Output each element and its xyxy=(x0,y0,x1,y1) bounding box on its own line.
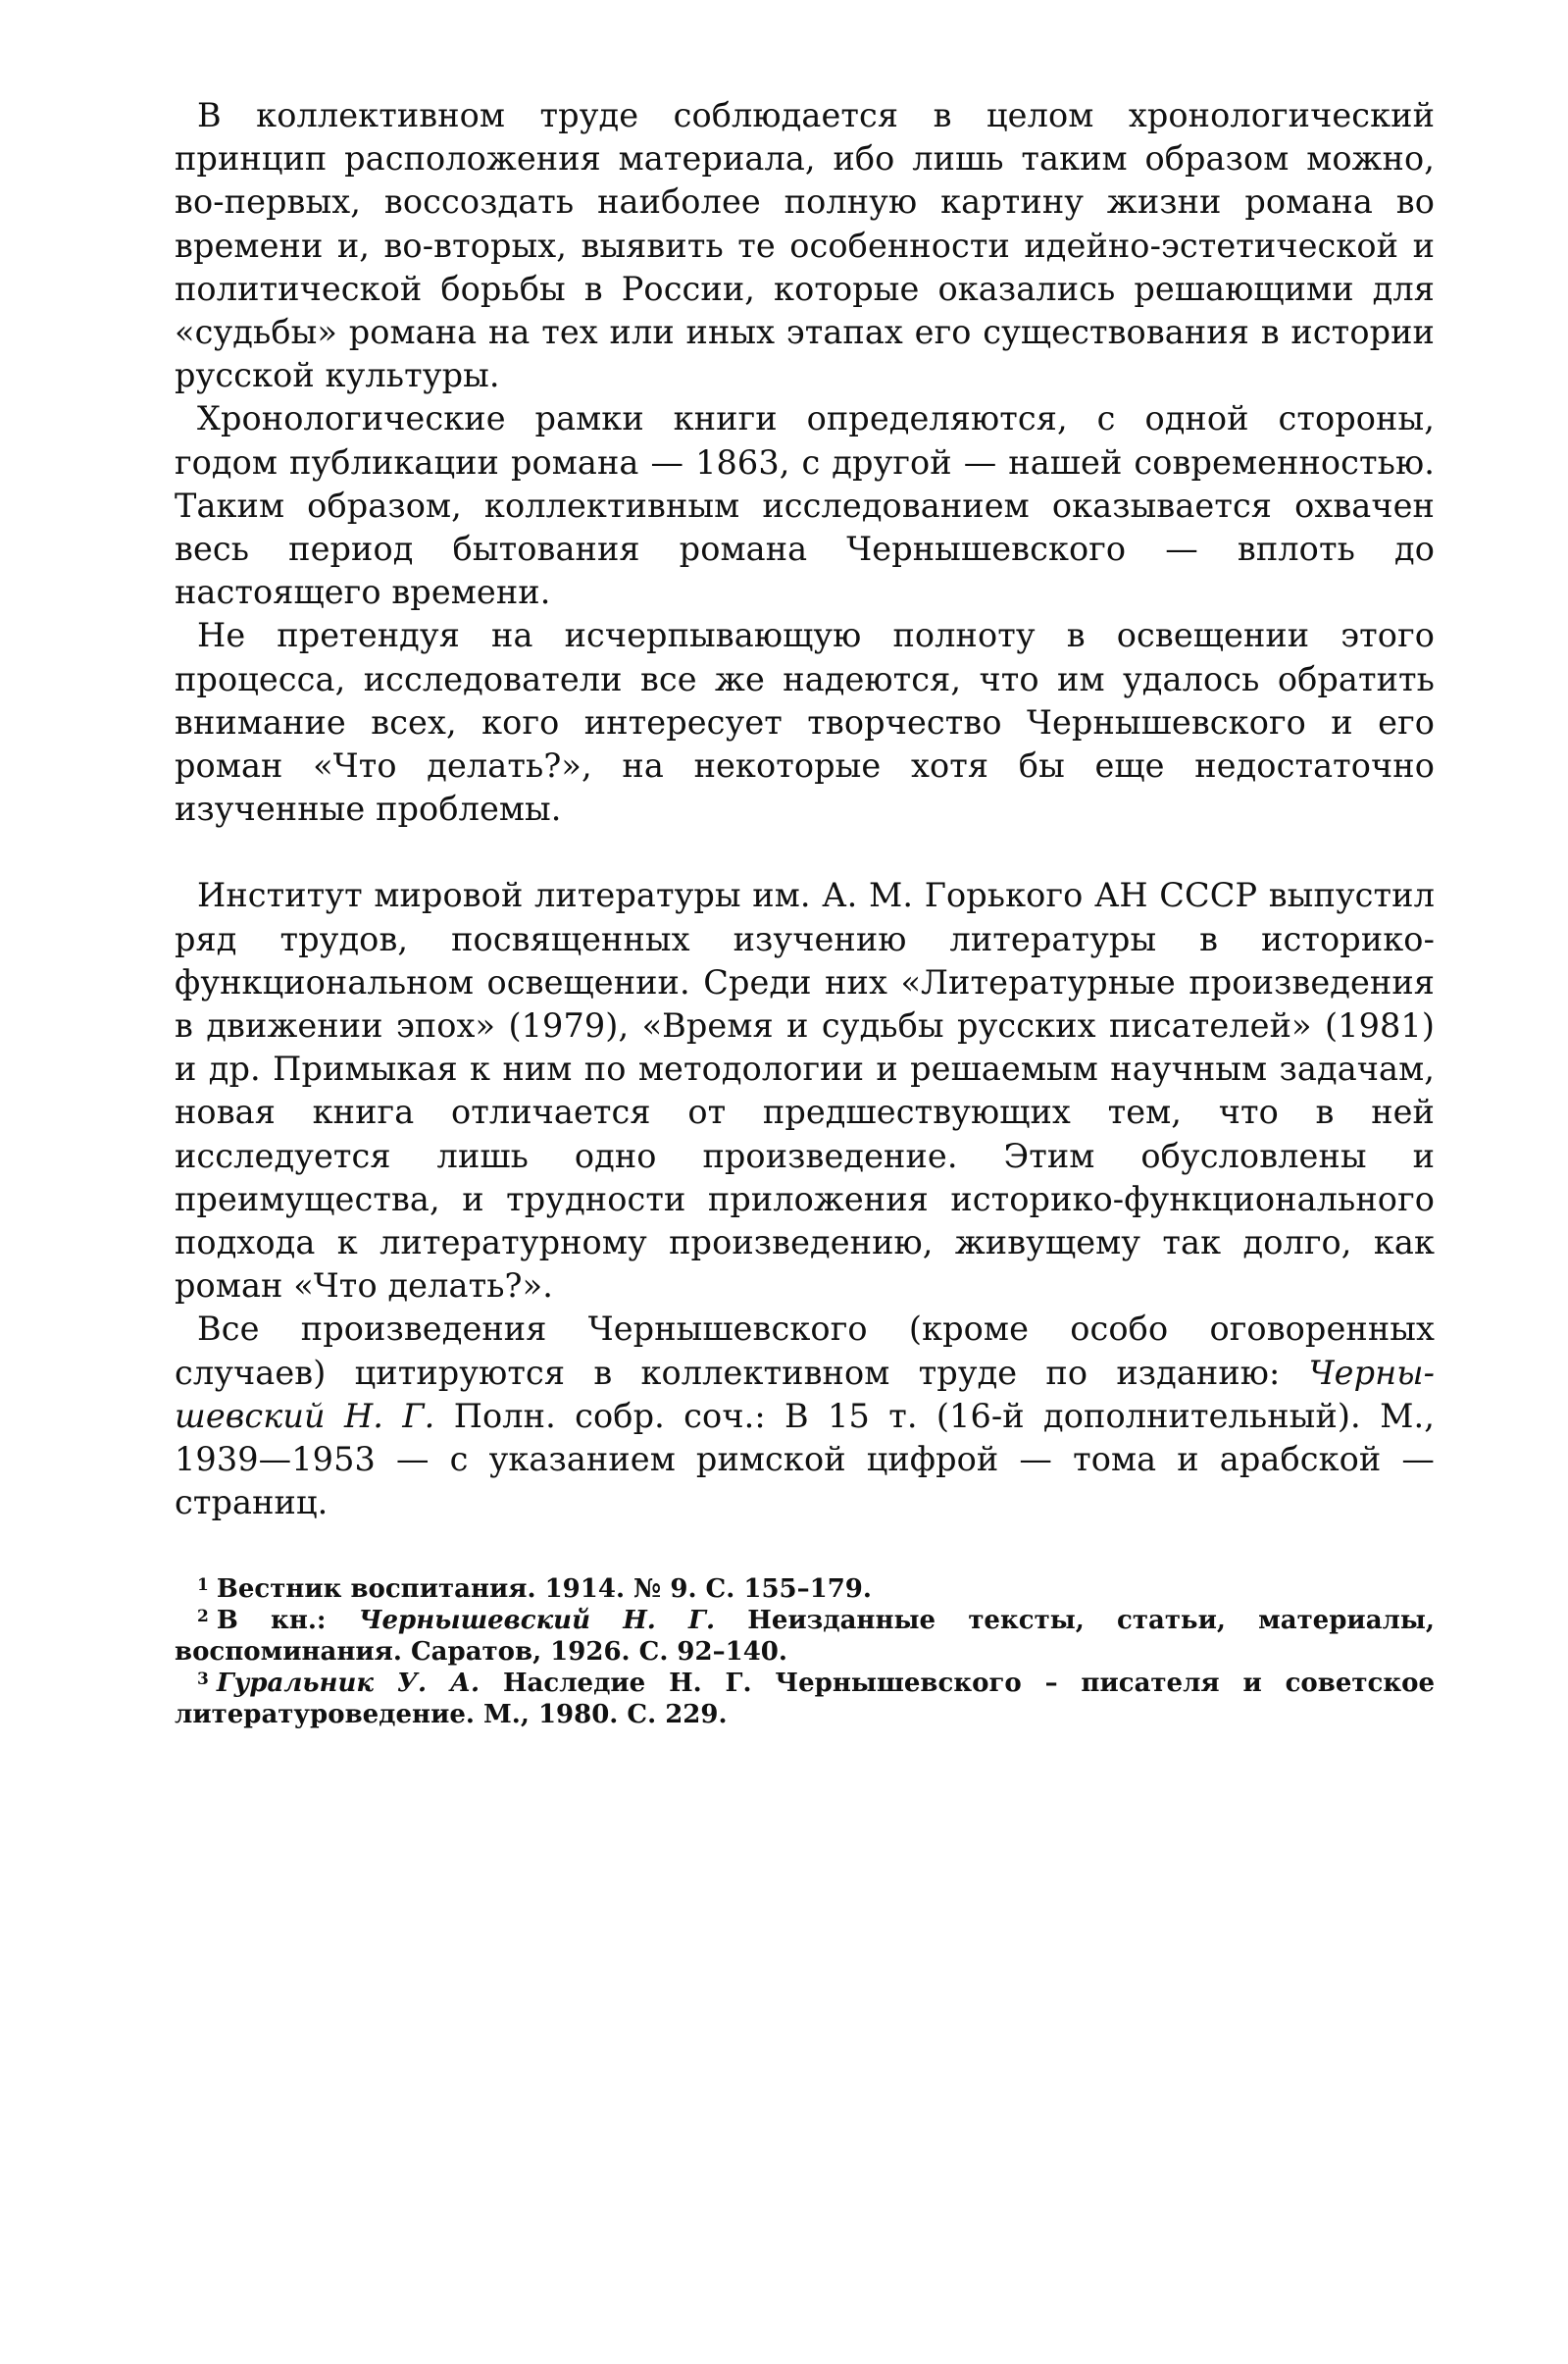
citation-text-after: Полн. собр. соч.: В 15 т. (16-й дополнительный). М., 1939—1953 — с указанием римской цифрой — тома и арабской — страниц. xyxy=(175,1396,1436,1522)
paragraph-citation-edition xyxy=(175,1308,1435,1524)
footnote-marker: 2 xyxy=(197,1607,209,1626)
main-text xyxy=(175,94,1435,1525)
footnote-marker: 3 xyxy=(197,1670,209,1689)
footnotes xyxy=(175,1573,1435,1730)
footnote-text: Неизданные тексты, статьи, материалы, воспоминания. Саратов, 1926. С. 92–140. xyxy=(175,1606,1435,1667)
footnote-prefix: В кн.: xyxy=(216,1606,359,1635)
footnote xyxy=(175,1605,1435,1668)
footnote xyxy=(175,1573,1435,1605)
paragraph-chronological-frame: Хронологические рамки книги определяются, с одной стороны, годом публикации романа — 1863, с другой — нашей современностью. Таким образом, коллективным исследованием оказывается охвачен весь период бытования романа Чернышевского — вплоть до настоящего времени. xyxy=(175,399,1435,612)
footnote-text: Вестник воспитания. 1914. № 9. С. 155–179. xyxy=(216,1574,872,1604)
paragraph-chronological-principle: В коллективном труде соблюдается в целом хронологический принцип расположения материала, ибо лишь таким образом можно, во-первых, воссоздать наиболее полную картину жизни романа во времени и, во-вторых, выявить те особенности идейно-эстетической и политической борьбы в России, которые оказались решающими для «судьбы» романа на тех или иных этапах его существования в истории русской культуры. xyxy=(175,96,1435,395)
footnote-text: Наследие Н. Г. Чернышевского – писателя и советское литературоведение. М., 1980. С. 229. xyxy=(175,1669,1435,1729)
citation-author: Чернышевский Н. Г. xyxy=(175,1353,1435,1435)
citation-text-before: Все произведения Чернышевского (кроме особо оговоренных случаев) цитируются в коллективном труде по изданию: xyxy=(175,1310,1435,1392)
footnote-author: Чернышевский Н. Г. xyxy=(358,1606,716,1635)
paragraph-research-hopes: Не претендуя на исчерпывающую полноту в освещении этого процесса, исследователи все же надеются, что им удалось обратить внимание всех, кого интересует творчество Чернышевского и его роман «Что делать?», на некоторые хотя бы еще недостаточно изученные проблемы. xyxy=(175,616,1435,829)
footnote-marker: 1 xyxy=(197,1575,209,1595)
footnote-author: Гуральник У. А. xyxy=(216,1669,481,1698)
footnote xyxy=(175,1668,1435,1730)
paragraph-institute: Институт мировой литературы им. А. М. Горького АН СССР выпустил ряд трудов, посвященных изучению литературы в историко-функциональном освещении. Среди них «Литературные произведения в движении эпох» (1979), «Время и судьбы русских писателей» (1981) и др. Примыкая к ним по методологии и решаемым научным задачам, новая книга отличается от предшествующих тем, что в ней исследуется лишь одно произведение. Этим обусловлены и преимущества, и трудности приложения историко-функционального подхода к литературному произведению, живущему так долго, как роман «Что делать?». xyxy=(175,876,1435,1306)
